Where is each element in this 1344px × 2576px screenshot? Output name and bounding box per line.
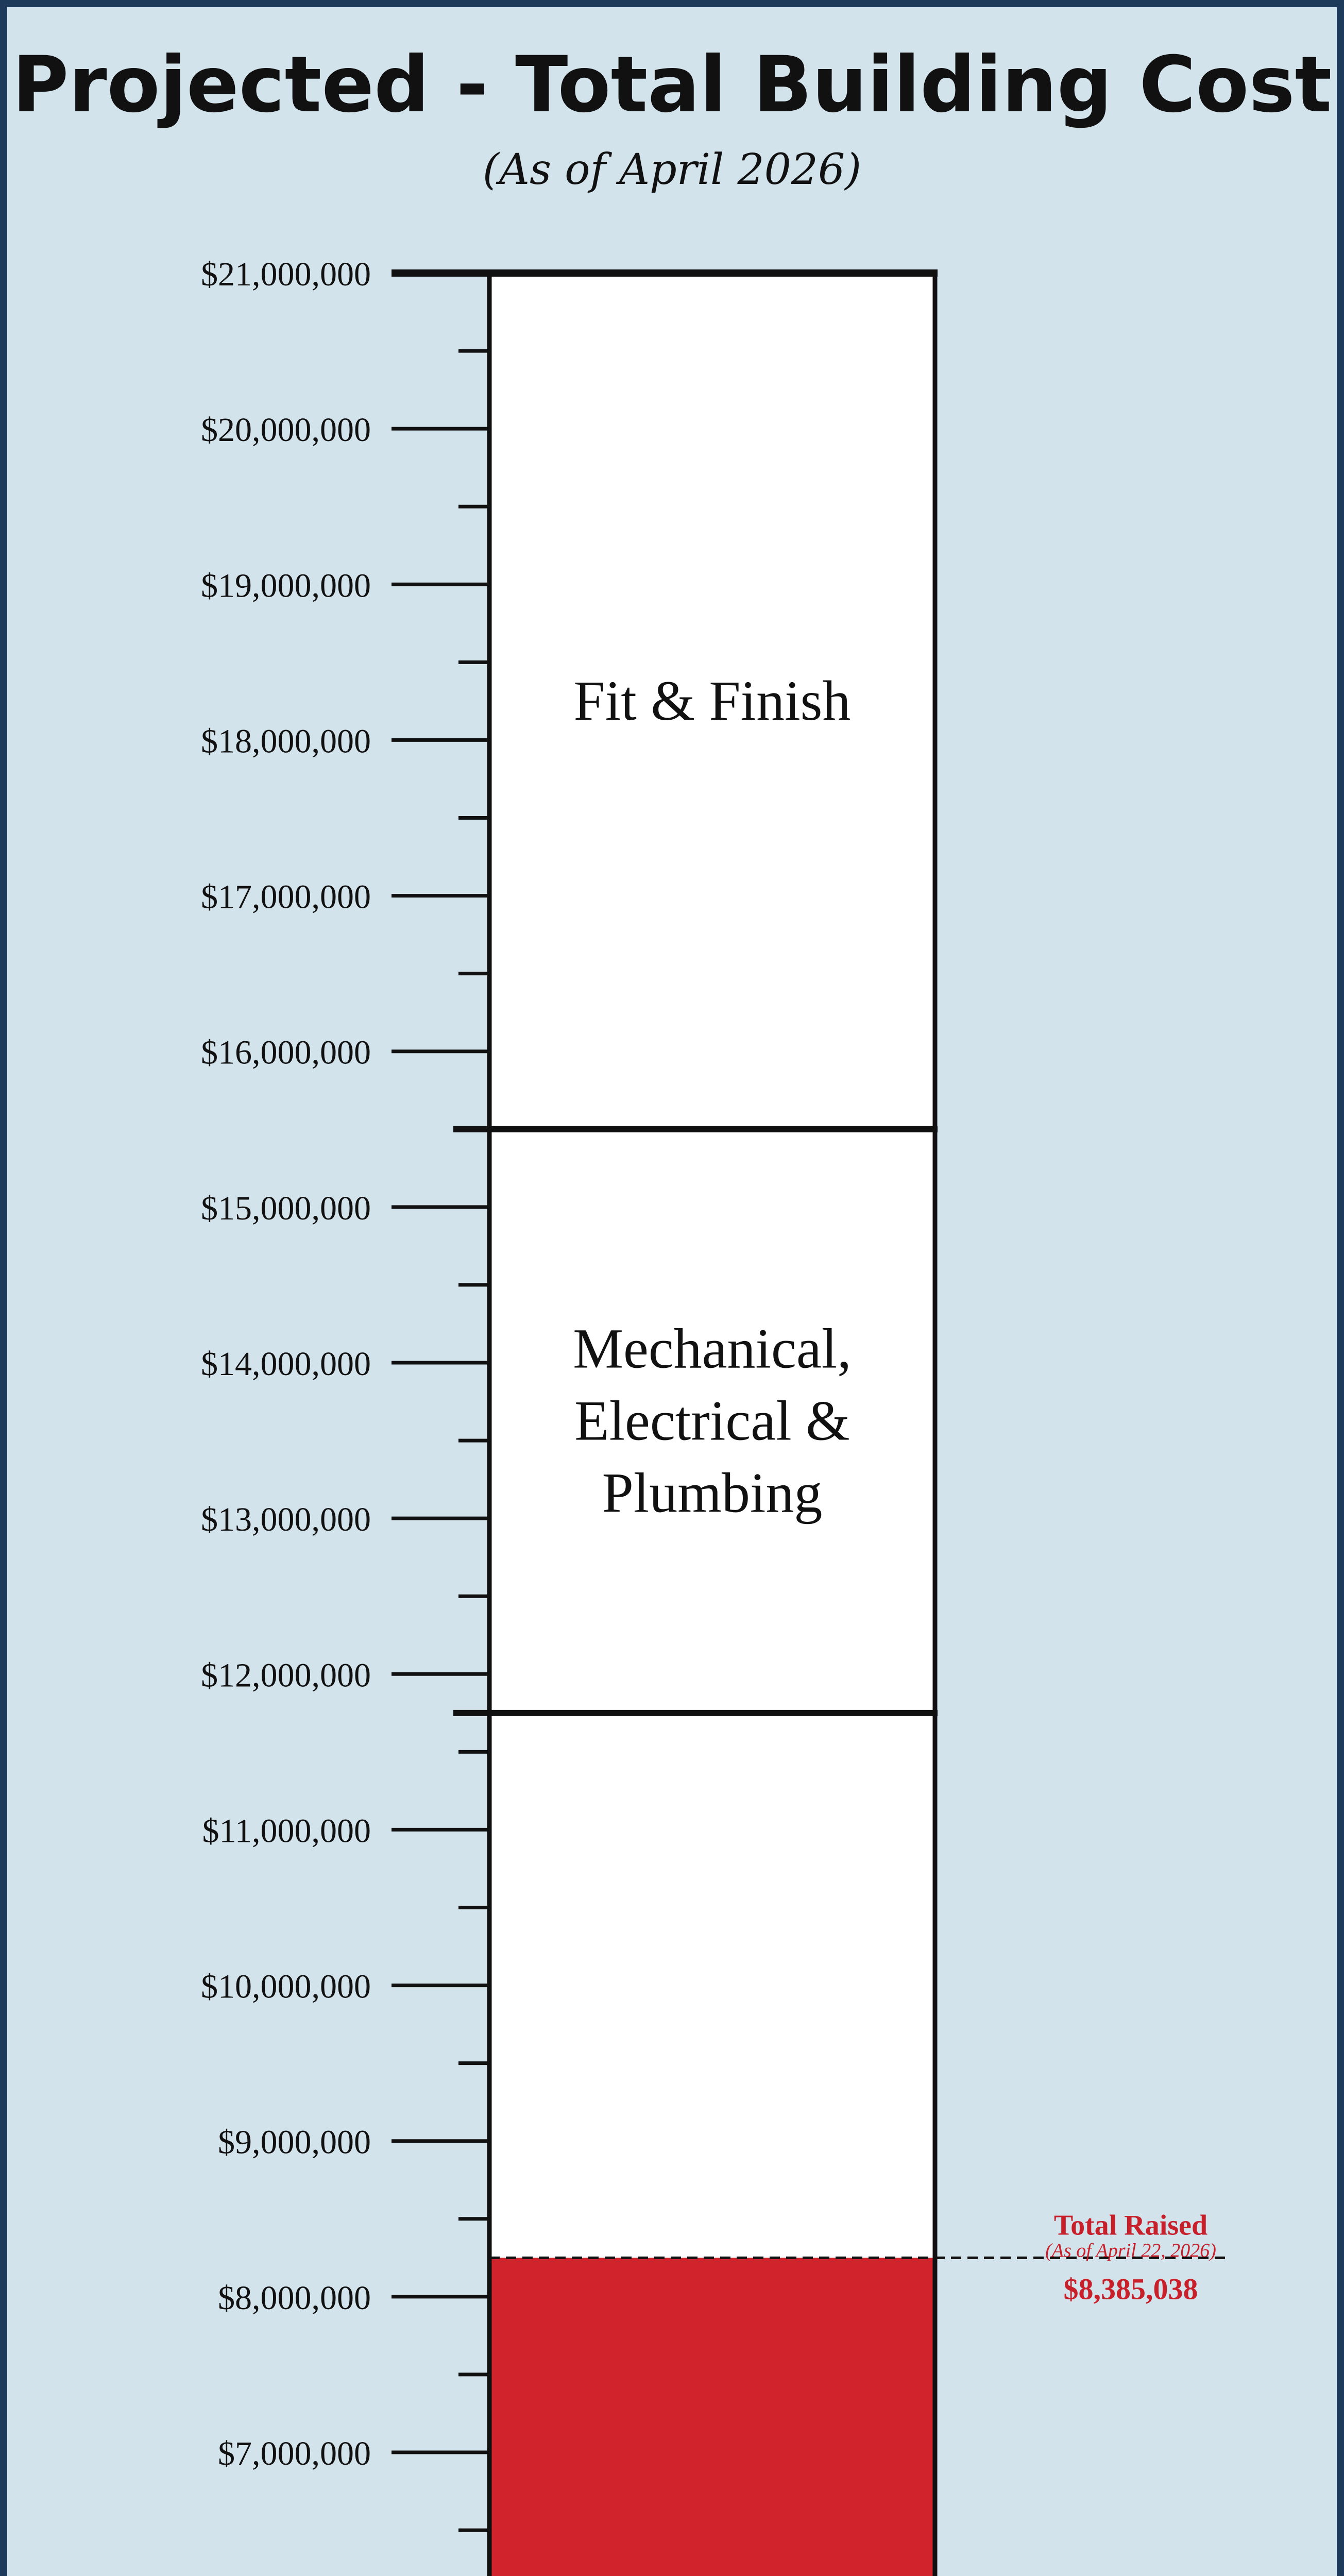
segment-label: Electrical & xyxy=(574,1389,850,1452)
y-tick-label: $8,000,000 xyxy=(218,2279,371,2317)
y-tick-label: $7,000,000 xyxy=(218,2435,371,2472)
segment-label: Fit & Finish xyxy=(573,669,851,732)
raised-annotation-title: Total Raised xyxy=(1053,2209,1208,2242)
y-tick-label: $12,000,000 xyxy=(201,1656,371,1694)
y-tick-label: $21,000,000 xyxy=(201,256,371,293)
y-tick-label: $13,000,000 xyxy=(201,1501,371,1539)
y-tick-label: $19,000,000 xyxy=(201,567,371,605)
y-tick-label: $16,000,000 xyxy=(201,1033,371,1072)
chart-subtitle: (As of April 2026) xyxy=(482,145,862,194)
segment-label: Mechanical, xyxy=(573,1317,852,1380)
raised-annotation-date: (As of April 22, 2026) xyxy=(1045,2240,1216,2262)
chart-title: Projected - Total Building Cost xyxy=(12,40,1332,130)
y-tick-label: $9,000,000 xyxy=(218,2123,371,2161)
y-tick-label: $10,000,000 xyxy=(201,1968,371,2006)
raised-fill-bar xyxy=(489,2258,935,2576)
y-tick-label: $14,000,000 xyxy=(201,1345,371,1383)
y-tick-label: $18,000,000 xyxy=(201,722,371,760)
y-tick-label: $17,000,000 xyxy=(201,878,371,916)
segment-label: Plumbing xyxy=(602,1461,823,1524)
y-tick-label: $20,000,000 xyxy=(201,411,371,449)
raised-amount-label: $8,385,038 xyxy=(1063,2272,1198,2306)
y-tick-label: $15,000,000 xyxy=(201,1189,371,1227)
unfunded-bar xyxy=(489,273,935,2258)
y-tick-label: $11,000,000 xyxy=(202,1812,371,1850)
